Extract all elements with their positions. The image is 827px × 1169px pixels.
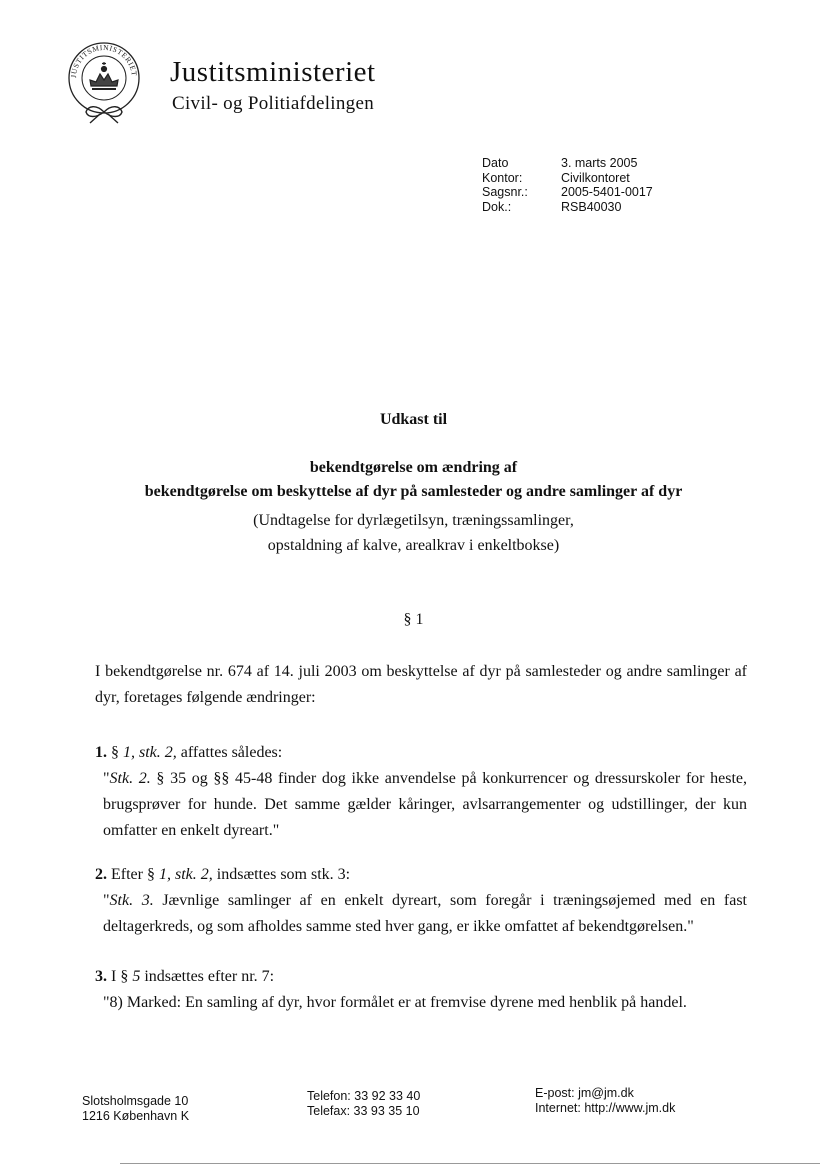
title-line-1: bekendtgørelse om ændring af — [309, 459, 518, 476]
amendment-2 — [95, 862, 747, 940]
meta-date: 3. marts 2005 — [561, 156, 638, 170]
svg-text:JUSTITSMINISTERIET — [69, 43, 139, 78]
amendment-2-text: "Stk. 3. Jævnlige samlinger af en enkelt dyreart, som foregår i træningsøjemed med en fast deltagerkreds, og som afholdes samme sted hver gang, er ikke omfattet af bekendtgørelsen." — [103, 892, 747, 935]
footer-contact-block — [535, 1086, 675, 1116]
footer-city: 1216 København K — [82, 1109, 190, 1123]
crown-icon — [90, 62, 118, 89]
footer-phone: Telefon: 33 92 33 40 — [307, 1089, 421, 1103]
ministry-name: Justitsministeriet — [170, 56, 376, 88]
footer-phone-block — [307, 1089, 420, 1119]
seal-text: JUSTITSMINISTERIET — [68, 42, 140, 79]
meta-row-doc: Dok.: RSB40030 — [482, 199, 622, 214]
amendment-1-text: "Stk. 2. § 35 og §§ 45-48 finder dog ikke anvendelse på konkurrencer og dressurskoler for heste, brugsprøver for hunde. Det samme gælder kåringer, avlsarrangementer og udstillinger, der kun omfatter en enkelt dyreart." — [103, 770, 748, 839]
document-meta — [482, 156, 653, 214]
meta-case-number: 2005-5401-0017 — [561, 185, 653, 199]
amendment-3-heading: 3. I § 5 indsættes efter nr. 7: — [95, 968, 275, 985]
meta-row-case: Sagsnr.: 2005-5401-0017 — [482, 185, 653, 199]
intro-paragraph: I bekendtgørelse nr. 674 af 14. juli 2003 om beskyttelse af dyr på samlesteder og andre samlinger af dyr, foretages følgende ændringer: — [95, 663, 747, 706]
meta-row-office: Kontor: Civilkontoret — [482, 170, 630, 185]
amendment-1-heading: 1. § 1, stk. 2, affattes således: — [95, 744, 283, 761]
ministry-seal-logo — [66, 40, 142, 124]
footer-website[interactable]: Internet: http://www.jm.dk — [535, 1101, 676, 1115]
meta-row-date: Dato 3. marts 2005 — [482, 156, 638, 170]
meta-office: Civilkontoret — [561, 170, 630, 185]
footer-address — [82, 1094, 189, 1124]
department-name: Civil- og Politiafdelingen — [172, 93, 375, 114]
subtitle-line-2: opstaldning af kalve, arealkrav i enkeltbokse) — [267, 537, 560, 554]
section-heading: § 1 — [403, 611, 424, 628]
draft-label: Udkast til — [379, 411, 448, 428]
bottom-edge-line — [120, 1163, 820, 1164]
footer-street: Slotsholmsgade 10 — [82, 1094, 189, 1108]
footer-fax: Telefax: 33 93 35 10 — [307, 1104, 420, 1118]
amendment-3 — [95, 964, 747, 1016]
subtitle-line-1: (Undtagelse for dyrlægetilsyn, træningssamlinger, — [253, 512, 574, 529]
meta-doc-id: RSB40030 — [561, 199, 622, 214]
amendment-1 — [95, 740, 747, 844]
footer-email[interactable]: E-post: jm@jm.dk — [535, 1086, 634, 1100]
title-line-2: bekendtgørelse om beskyttelse af dyr på samlesteder og andre samlinger af dyr — [144, 483, 683, 500]
amendment-3-text: "8) Marked: En samling af dyr, hvor formålet er at fremvise dyrene med henblik på handel. — [103, 994, 687, 1011]
amendment-2-heading: 2. Efter § 1, stk. 2, indsættes som stk. 3: — [95, 866, 351, 883]
ribbon-icon — [86, 107, 122, 123]
